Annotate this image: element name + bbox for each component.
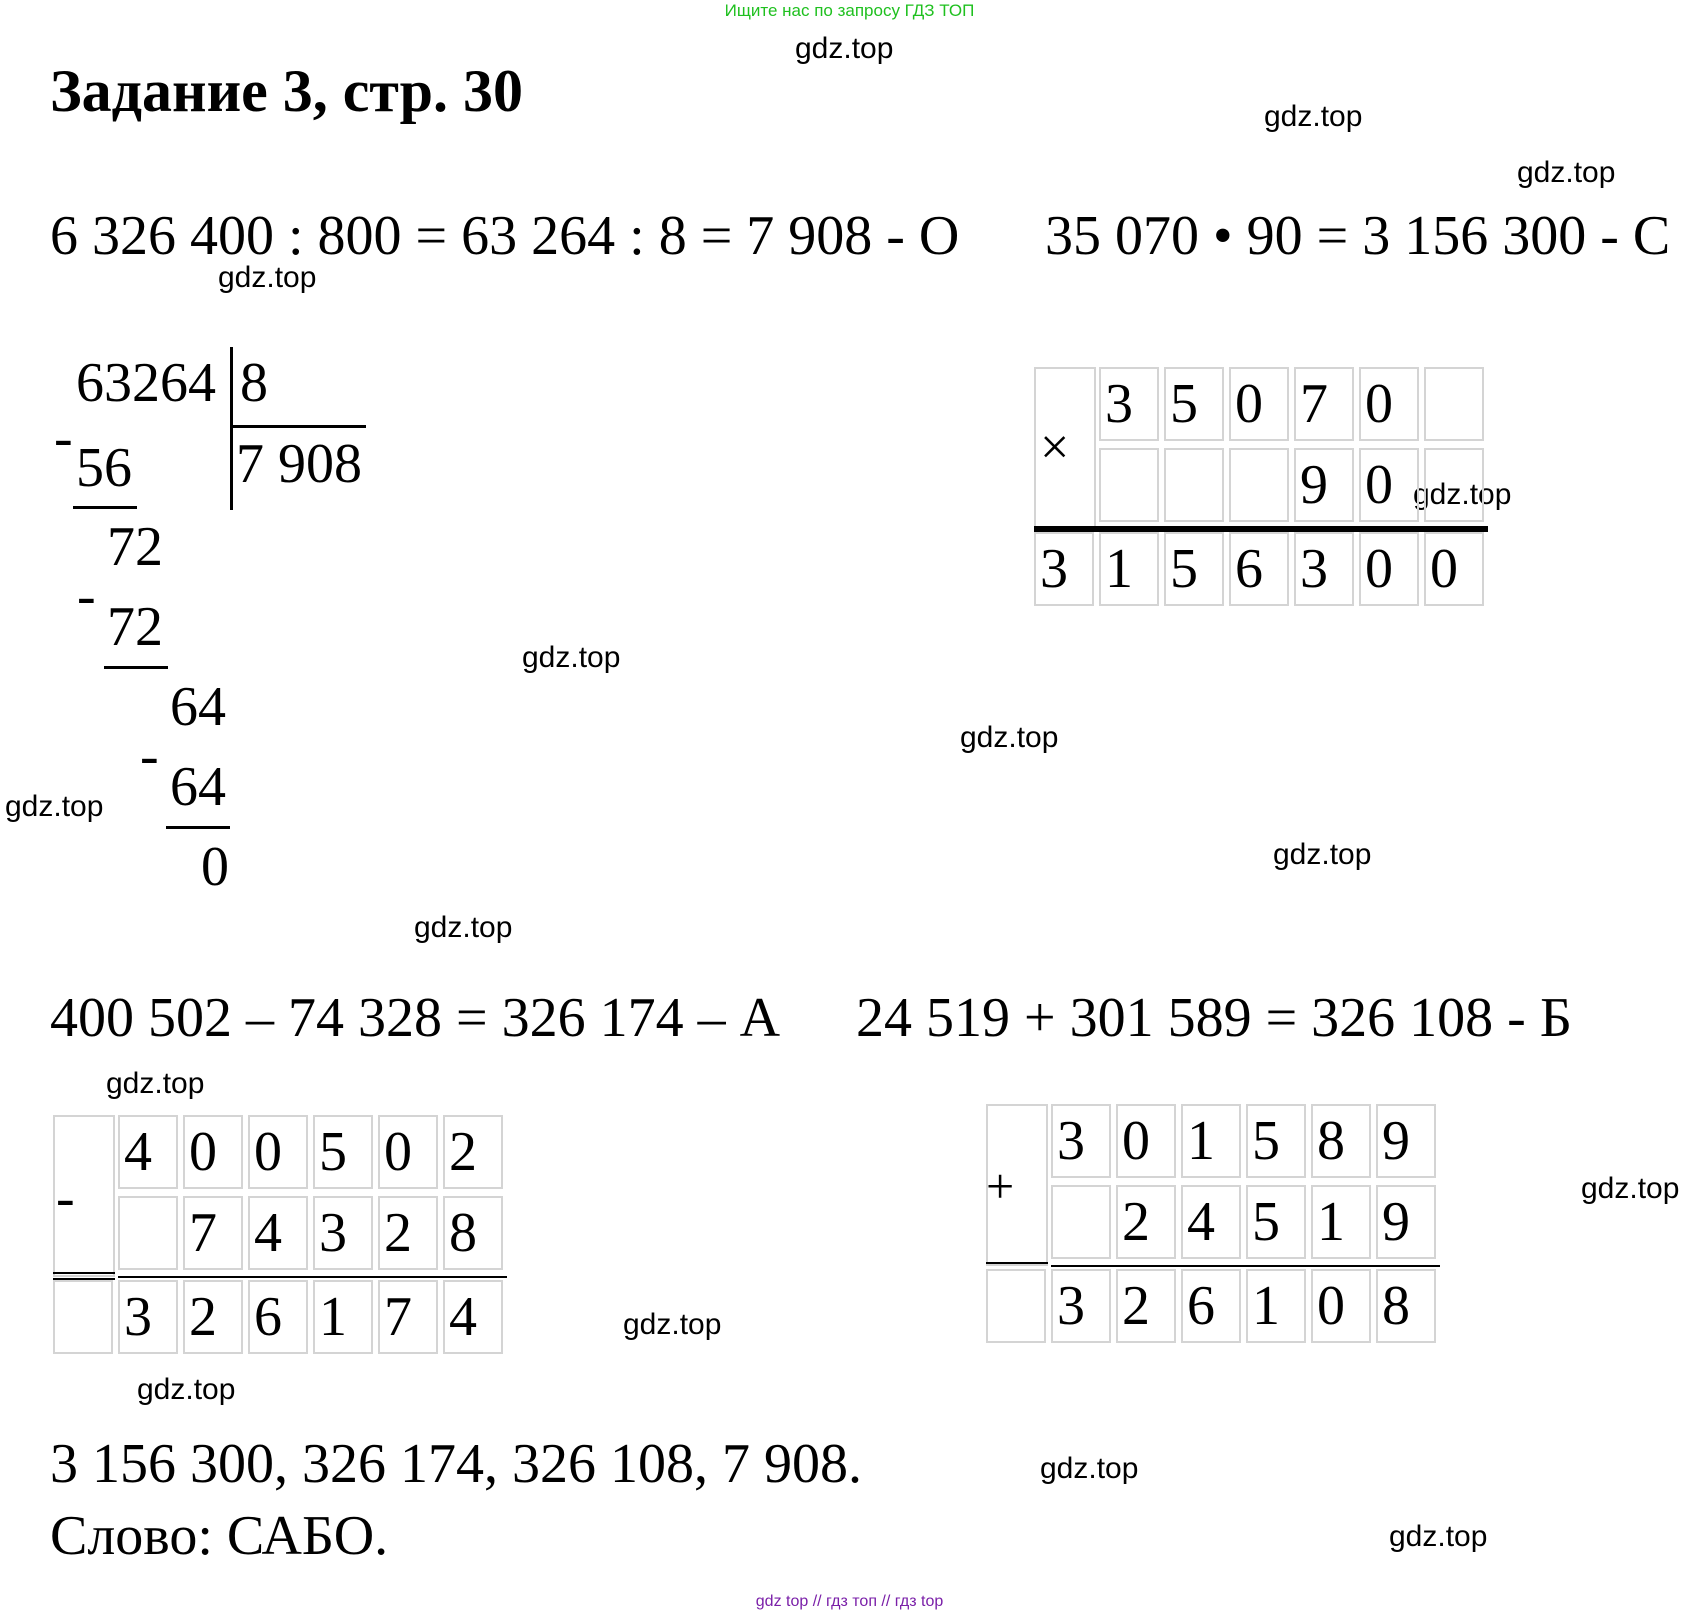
watermark: gdz.top bbox=[218, 261, 317, 294]
digit-cell: 4 bbox=[118, 1115, 178, 1189]
watermark: gdz.top bbox=[137, 1373, 236, 1406]
empty-cell bbox=[986, 1269, 1046, 1343]
digit-cell: 4 bbox=[443, 1280, 503, 1354]
digit-cell: 1 bbox=[1181, 1104, 1241, 1178]
watermark: gdz.top bbox=[522, 641, 621, 674]
division-remainder: 0 bbox=[201, 836, 229, 898]
answer-numbers: 3 156 300, 326 174, 326 108, 7 908. bbox=[50, 1433, 862, 1495]
digit-cell: 3 bbox=[118, 1280, 178, 1354]
watermark: gdz.top bbox=[795, 32, 894, 65]
digit-cell: 6 bbox=[248, 1280, 308, 1354]
digit-cell: 1 bbox=[1311, 1185, 1371, 1259]
result-line bbox=[1051, 1265, 1440, 1267]
watermark: gdz.top bbox=[106, 1067, 205, 1100]
digit-cell: 7 bbox=[1294, 367, 1354, 441]
division-underline bbox=[166, 826, 230, 829]
divisor: 8 bbox=[240, 352, 268, 414]
digit-cell bbox=[1099, 448, 1159, 522]
watermark: gdz.top bbox=[5, 790, 104, 823]
digit-cell: 5 bbox=[1246, 1104, 1306, 1178]
operator-underline bbox=[986, 1262, 1048, 1264]
division-step: 64 bbox=[170, 676, 226, 738]
division-bracket-horizontal bbox=[232, 425, 366, 428]
search-banner[interactable]: Ищите нас по запросу ГДЗ ТОП bbox=[724, 1, 975, 20]
digit-cell: 2 bbox=[183, 1280, 243, 1354]
digit-cell: 9 bbox=[1376, 1104, 1436, 1178]
division-underline bbox=[73, 506, 137, 509]
digit-cell bbox=[1424, 367, 1484, 441]
division-step: 56 bbox=[76, 437, 132, 499]
dividend: 63264 bbox=[76, 352, 216, 414]
watermark: gdz.top bbox=[1517, 156, 1616, 189]
digit-cell: 0 bbox=[1359, 448, 1419, 522]
watermark: gdz.top bbox=[1264, 100, 1363, 133]
digit-cell: 0 bbox=[1424, 532, 1484, 606]
digit-cell: 7 bbox=[378, 1280, 438, 1354]
digit-cell: 8 bbox=[1311, 1104, 1371, 1178]
digit-cell: 0 bbox=[378, 1115, 438, 1189]
digit-cell: 5 bbox=[1246, 1185, 1306, 1259]
equation-multiplication: 35 070 • 90 = 3 156 300 - С bbox=[1045, 205, 1671, 267]
digit-cell: 3 bbox=[1294, 532, 1354, 606]
digit-cell: 3 bbox=[1051, 1269, 1111, 1343]
watermark: gdz.top bbox=[1273, 838, 1372, 871]
plus-sign: + bbox=[986, 1158, 1015, 1214]
digit-cell: 3 bbox=[1034, 532, 1094, 606]
minus-sign: - bbox=[54, 407, 73, 469]
digit-cell: 5 bbox=[1164, 532, 1224, 606]
watermark: gdz.top bbox=[1413, 478, 1512, 511]
digit-cell: 2 bbox=[1116, 1269, 1176, 1343]
digit-cell: 5 bbox=[1164, 367, 1224, 441]
digit-cell: 3 bbox=[1099, 367, 1159, 441]
digit-cell: 0 bbox=[183, 1115, 243, 1189]
multiply-sign: × bbox=[1040, 419, 1070, 476]
digit-cell: 5 bbox=[313, 1115, 373, 1189]
division-step: 64 bbox=[170, 756, 226, 818]
digit-cell: 6 bbox=[1181, 1269, 1241, 1343]
footer-links[interactable]: gdz top // гдз топ // гдз top bbox=[755, 1593, 944, 1610]
division-bracket-vertical bbox=[230, 347, 233, 510]
digit-cell: 7 bbox=[183, 1196, 243, 1270]
digit-cell: 0 bbox=[1116, 1104, 1176, 1178]
result-line bbox=[118, 1276, 507, 1278]
digit-cell: 0 bbox=[1311, 1269, 1371, 1343]
watermark: gdz.top bbox=[960, 721, 1059, 754]
digit-cell: 1 bbox=[1246, 1269, 1306, 1343]
division-step: 72 bbox=[107, 596, 163, 658]
digit-cell: 8 bbox=[443, 1196, 503, 1270]
digit-cell: 4 bbox=[1181, 1185, 1241, 1259]
equation-addition: 24 519 + 301 589 = 326 108 - Б bbox=[856, 987, 1572, 1049]
digit-cell bbox=[1424, 448, 1484, 522]
division-underline bbox=[104, 666, 168, 669]
digit-cell: 6 bbox=[1229, 532, 1289, 606]
digit-cell: 2 bbox=[1116, 1185, 1176, 1259]
digit-cell: 9 bbox=[1376, 1185, 1436, 1259]
operator-underline bbox=[53, 1272, 115, 1274]
digit-cell: 2 bbox=[443, 1115, 503, 1189]
minus-sign: - bbox=[56, 1167, 75, 1229]
digit-cell: 4 bbox=[248, 1196, 308, 1270]
watermark: gdz.top bbox=[414, 911, 513, 944]
digit-cell: 0 bbox=[1359, 532, 1419, 606]
digit-cell: 0 bbox=[1359, 367, 1419, 441]
watermark: gdz.top bbox=[1389, 1520, 1488, 1553]
minus-sign: - bbox=[140, 725, 159, 787]
equation-subtraction: 400 502 – 74 328 = 326 174 – А bbox=[50, 987, 781, 1049]
digit-cell: 8 bbox=[1376, 1269, 1436, 1343]
digit-cell bbox=[1229, 448, 1289, 522]
digit-cell: 3 bbox=[313, 1196, 373, 1270]
digit-cell bbox=[1051, 1185, 1111, 1259]
page-title: Задание 3, стр. 30 bbox=[50, 58, 523, 124]
digit-cell: 3 bbox=[1051, 1104, 1111, 1178]
digit-cell: 2 bbox=[378, 1196, 438, 1270]
empty-cell bbox=[53, 1280, 113, 1354]
digit-cell: 9 bbox=[1294, 448, 1354, 522]
digit-cell bbox=[1164, 448, 1224, 522]
minus-sign: - bbox=[77, 565, 96, 627]
digit-cell: 1 bbox=[1099, 532, 1159, 606]
digit-cell: 1 bbox=[313, 1280, 373, 1354]
digit-cell: 0 bbox=[248, 1115, 308, 1189]
equation-division: 6 326 400 : 800 = 63 264 : 8 = 7 908 - О bbox=[50, 205, 960, 267]
digit-cell: 0 bbox=[1229, 367, 1289, 441]
watermark: gdz.top bbox=[1040, 1452, 1139, 1485]
division-step: 72 bbox=[107, 516, 163, 578]
watermark: gdz.top bbox=[1581, 1172, 1680, 1205]
quotient: 7 908 bbox=[236, 433, 362, 495]
watermark: gdz.top bbox=[623, 1308, 722, 1341]
digit-cell bbox=[118, 1196, 178, 1270]
answer-word: Слово: САБО. bbox=[50, 1505, 389, 1567]
